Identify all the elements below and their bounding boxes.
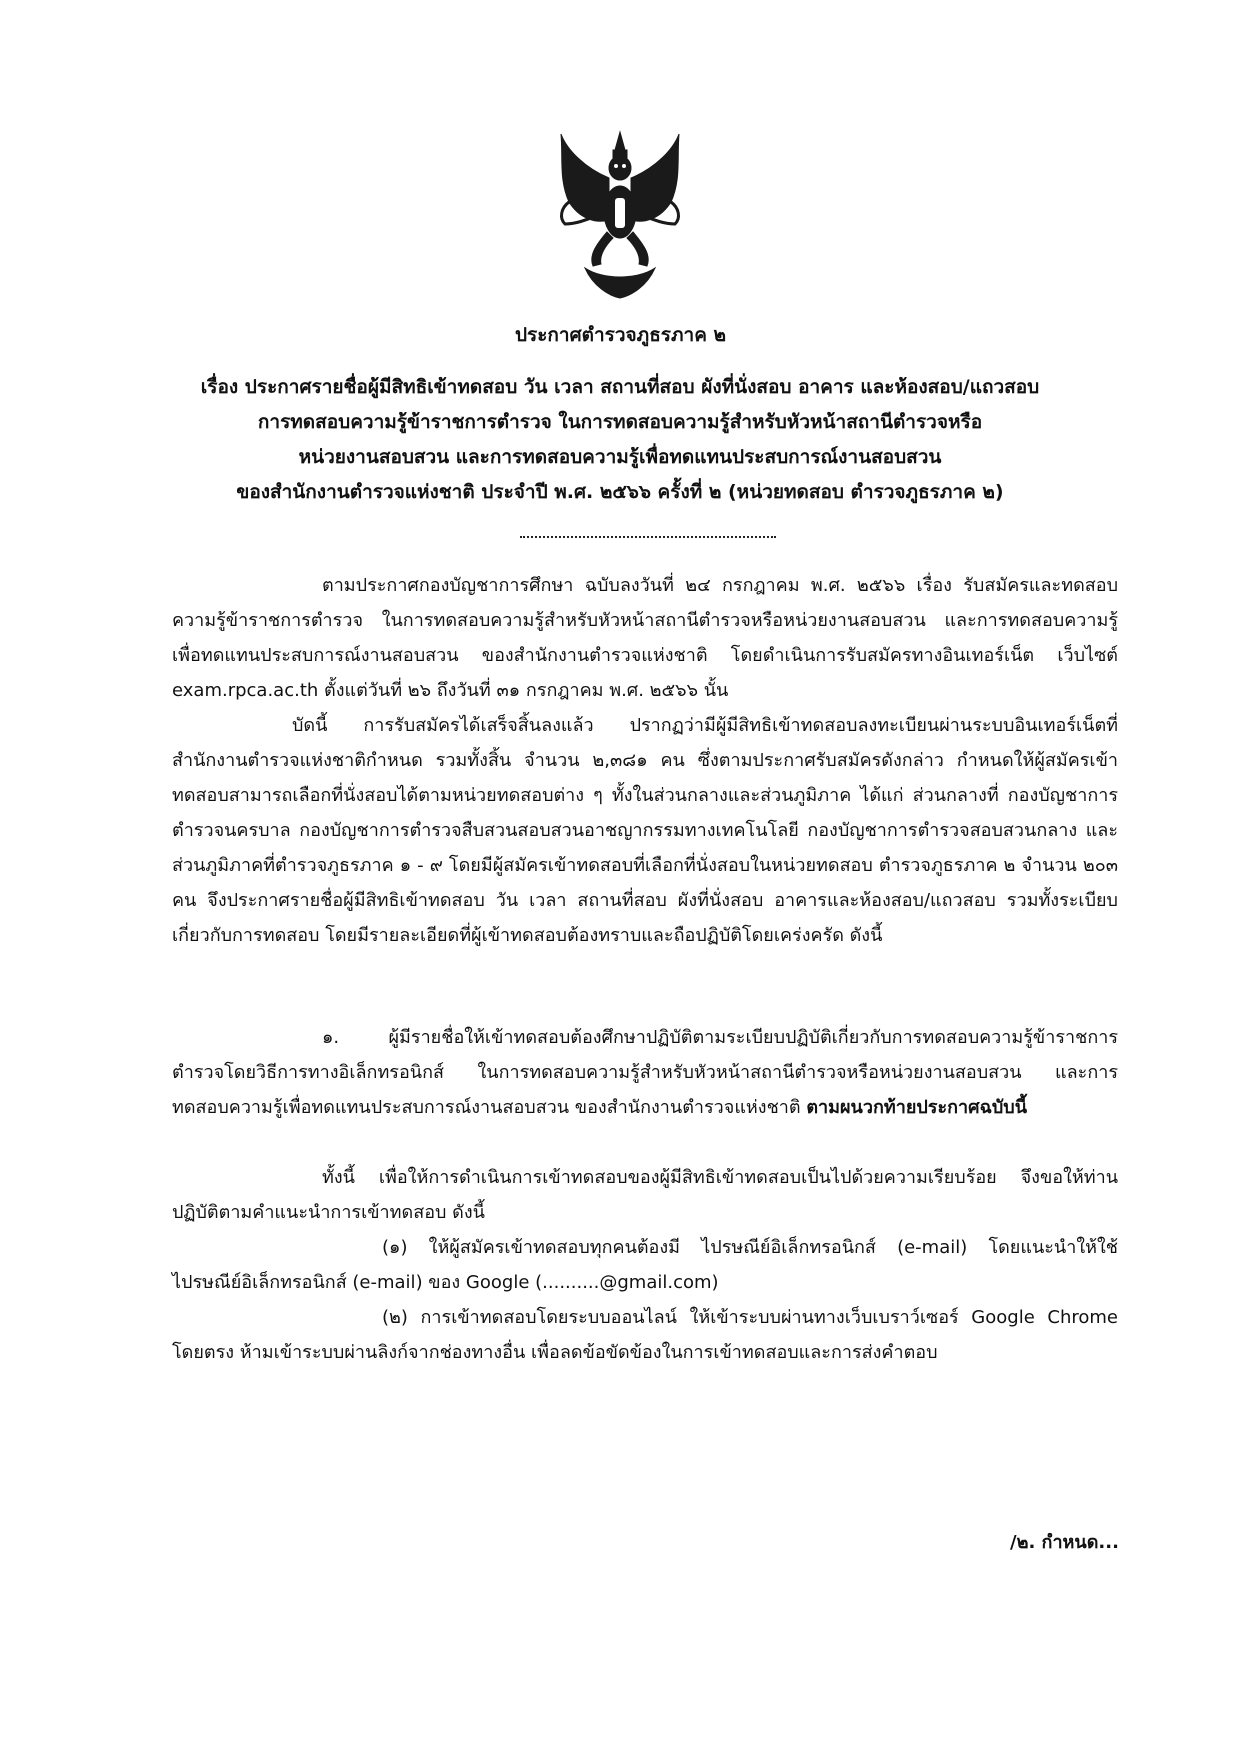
- paragraph-rule-1: [172, 1020, 1118, 1125]
- subject-line-2: การทดสอบความรู้ข้าราชการตำรวจ ในการทดสอบความรู้สำหรับหัวหน้าสถานีตำรวจหรือ: [257, 411, 983, 433]
- subject-line-3: หน่วยงานสอบสวน และการทดสอบความรู้เพื่อทดแทนประสบการณ์งานสอบสวน: [298, 446, 942, 468]
- subject-line-1: เรื่อง ประกาศรายชื่อผู้มีสิทธิเข้าทดสอบ วัน เวลา สถานที่สอบ ผังที่นั่งสอบ อาคาร และห้องสอบ/แถวสอบ: [200, 376, 1040, 398]
- paragraph-registration: บัดนี้ การรับสมัครได้เสร็จสิ้นลงแล้ว ปรากฏว่ามีผู้มีสิทธิเข้าทดสอบลงทะเบียนผ่านระบบอินเทอร์เน็ตที่สำนักงานตำรวจแห่งชาติกำหนด รวมทั้งสิ้น จำนวน ๒,๓๘๑ คน ซึ่งตามประกาศรับสมัครดังกล่าว กำหนดให้ผู้สมัครเข้าทดสอบสามารถเลือกที่นั่งสอบได้ตามหน่วยทดสอบต่าง ๆ ทั้งในส่วนกลางและส่วนภูมิภาค ได้แก่ ส่วนกลางที่ กองบัญชาการตำรวจนครบาล กองบัญชาการตำรวจสืบสวนสอบสวนอาชญากรรมทางเทคโนโลยี กองบัญชาการตำรวจสอบสวนกลาง และส่วนภูมิภาคที่ตำรวจภูธรภาค ๑ - ๙ โดยมีผู้สมัครเข้าทดสอบที่เลือกที่นั่งสอบในหน่วยทดสอบ ตำรวจภูธรภาค ๒ จำนวน ๒๐๓ คน จึงประกาศรายชื่อผู้มีสิทธิเข้าทดสอบ วัน เวลา สถานที่สอบ ผังที่นั่งสอบ อาคารและห้องสอบ/แถวสอบ รวมทั้งระเบียบเกี่ยวกับการทดสอบ โดยมีรายละเอียดที่ผู้เข้าทดสอบต้องทราบและถือปฏิบัติโดยเคร่งครัด ดังนี้: [172, 715, 1118, 946]
- dotted-separator: [520, 536, 776, 538]
- paragraph-reference: ตามประกาศกองบัญชาการศึกษา ฉบับลงวันที่ ๒๔ กรกฎาคม พ.ศ. ๒๕๖๖ เรื่อง รับสมัครและทดสอบความรู้ข้าราชการตำรวจ ในการทดสอบความรู้สำหรับหัวหน้าสถานีตำรวจหรือหน่วยงานสอบสวน และการทดสอบความรู้เพื่อทดแทนประสบการณ์งานสอบสวน ของสำนักงานตำรวจแห่งชาติ โดยดำเนินการรับสมัครทางอินเทอร์เน็ต เว็บไซต์ exam.rpca.ac.th ตั้งแต่วันที่ ๒๖ ถึงวันที่ ๓๑ กรกฎาคม พ.ศ. ๒๕๖๖ นั้น: [172, 575, 1118, 701]
- rule-1-annex-reference: ตามผนวกท้ายประกาศฉบับนี้: [806, 1097, 1027, 1118]
- subject-line-4: ของสำนักงานตำรวจแห่งชาติ ประจำปี พ.ศ. ๒๕๖๖ ครั้งที่ ๒ (หน่วยทดสอบ ตำรวจภูธรภาค ๒): [236, 481, 1004, 503]
- instruction-item-2: (๒) การเข้าทดสอบโดยระบบออนไลน์ ให้เข้าระบบผ่านทางเว็บเบราว์เซอร์ Google Chrome โดยตรง ห้ามเข้าระบบผ่านลิงก์จากช่องทางอื่น เพื่อลดข้อขัดข้องในการเข้าทดสอบและการส่งคำตอบ: [172, 1307, 1118, 1363]
- announcement-title: ประกาศตำรวจภูธรภาค ๒: [514, 324, 727, 346]
- page-continuation-marker: /๒. กำหนด...: [1010, 1532, 1119, 1553]
- rule-1-text: ๑. ผู้มีรายชื่อให้เข้าทดสอบต้องศึกษาปฏิบัติตามระเบียบปฏิบัติเกี่ยวกับการทดสอบความรู้ข้าราชการตำรวจโดยวิธีการทางอิเล็กทรอนิกส์ ในการทดสอบความรู้สำหรับหัวหน้าสถานีตำรวจหรือหน่วยงานสอบสวน และการทดสอบความรู้เพื่อทดแทนประสบการณ์งานสอบสวน ของสำนักงานตำรวจแห่งชาติ: [172, 1027, 1118, 1118]
- garuda-emblem: [555, 128, 685, 300]
- paragraph-instructions-intro: ทั้งนี้ เพื่อให้การดำเนินการเข้าทดสอบของผู้มีสิทธิเข้าทดสอบเป็นไปด้วยความเรียบร้อย จึงขอให้ท่านปฏิบัติตามคำแนะนำการเข้าทดสอบ ดังนี้: [172, 1167, 1118, 1223]
- instruction-item-1: (๑) ให้ผู้สมัครเข้าทดสอบทุกคนต้องมี ไปรษณีย์อิเล็กทรอนิกส์ (e-mail) โดยแนะนำให้ใช้ไปรษณีย์อิเล็กทรอนิกส์ (e-mail) ของ Google (..........@gmail.com): [172, 1237, 1118, 1293]
